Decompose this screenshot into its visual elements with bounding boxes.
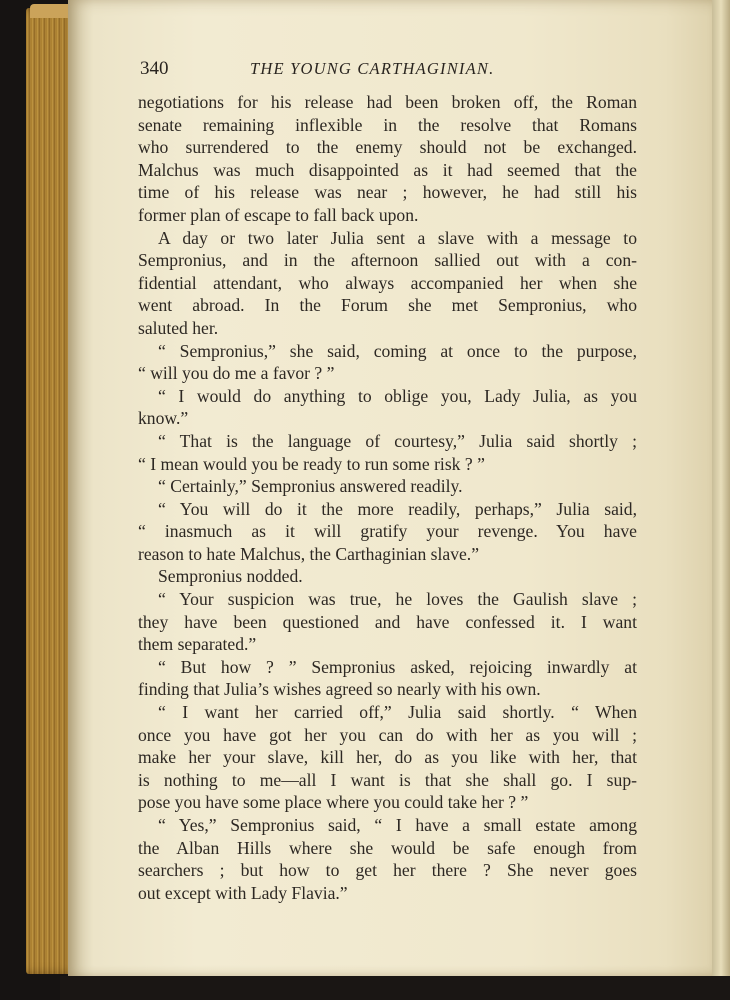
text-line: finding that Julia’s wishes agreed so nearly with his own. [138,679,541,700]
text-line: is nothing to me—all I want is that she shall go. I sup- [138,769,637,790]
text-line: “ I mean would you be ready to run some risk ? ” [138,453,485,474]
text-line: “ Certainly,” Sempronius answered readily. [158,476,463,497]
text-line: “ will you do me a favor ? ” [138,363,335,384]
running-header [140,58,637,84]
text-line: negotiations for his release had been broken off, the Roman [138,92,637,112]
body-text [138,91,637,904]
text-line: went abroad. In the Forum she met Sempronius, who [138,295,637,316]
text-line: Sempronius, and in the afternoon sallied out with a con- [138,250,637,271]
text-line: Malchus was much disappointed as it had seemed that the [138,159,637,180]
text-line: “ Your suspicion was true, he loves the Gaulish slave ; [158,589,637,610]
text-line: who surrendered to the enemy should not be exchanged. [138,137,637,158]
text-line: saluted her. [138,317,219,338]
text-line: them separated.” [138,634,257,655]
text-line: once you have got her you can do with her as you will ; [138,724,637,745]
text-line: know.” [138,408,189,429]
text-line: “ You will do it the more readily, perhaps,” Julia said, [158,498,637,519]
text-line: former plan of escape to fall back upon. [138,204,419,225]
text-line: “ I would do anything to oblige you, Lady Julia, as you [158,385,637,406]
text-line: “ That is the language of courtesy,” Julia said shortly ; [158,430,637,451]
text-line: time of his release was near ; however, he had still his [138,182,637,203]
text-line: pose you have some place where you could take her ? ” [138,792,529,813]
text-line: “ inasmuch as it will gratify your revenge. You have [138,521,637,542]
text-line: the Alban Hills where she would be safe enough from [138,837,637,858]
text-line: fidential attendant, who always accompanied her when she [138,272,637,293]
text-line: reason to hate Malchus, the Carthaginian slave.” [138,543,480,564]
text-line: out except with Lady Flavia.” [138,882,348,903]
text-line: Sempronius nodded. [158,566,303,587]
text-line: “ I want her carried off,” Julia said shortly. “ When [158,702,637,723]
text-line: senate remaining inflexible in the resolve that Romans [138,114,637,135]
text-line: “ Yes,” Sempronius said, “ I have a small estate among [158,815,637,835]
text-line: “ Sempronius,” she said, coming at once to the purpose, [158,340,637,361]
page-right-edge [712,0,730,1000]
page-bottom-shadow [60,976,730,1000]
text-line: searchers ; but how to get her there ? She never goes [138,860,637,881]
text-line: make her your slave, kill her, do as you like with her, that [138,747,637,768]
text-line: they have been questioned and have confessed it. I want [138,611,637,632]
page-number: 340 [140,58,169,79]
text-line: “ But how ? ” Sempronius asked, rejoicing inwardly at [158,656,637,677]
text-line: A day or two later Julia sent a slave with a message to [158,227,637,248]
running-title: THE YOUNG CARTHAGINIAN. [250,59,495,78]
